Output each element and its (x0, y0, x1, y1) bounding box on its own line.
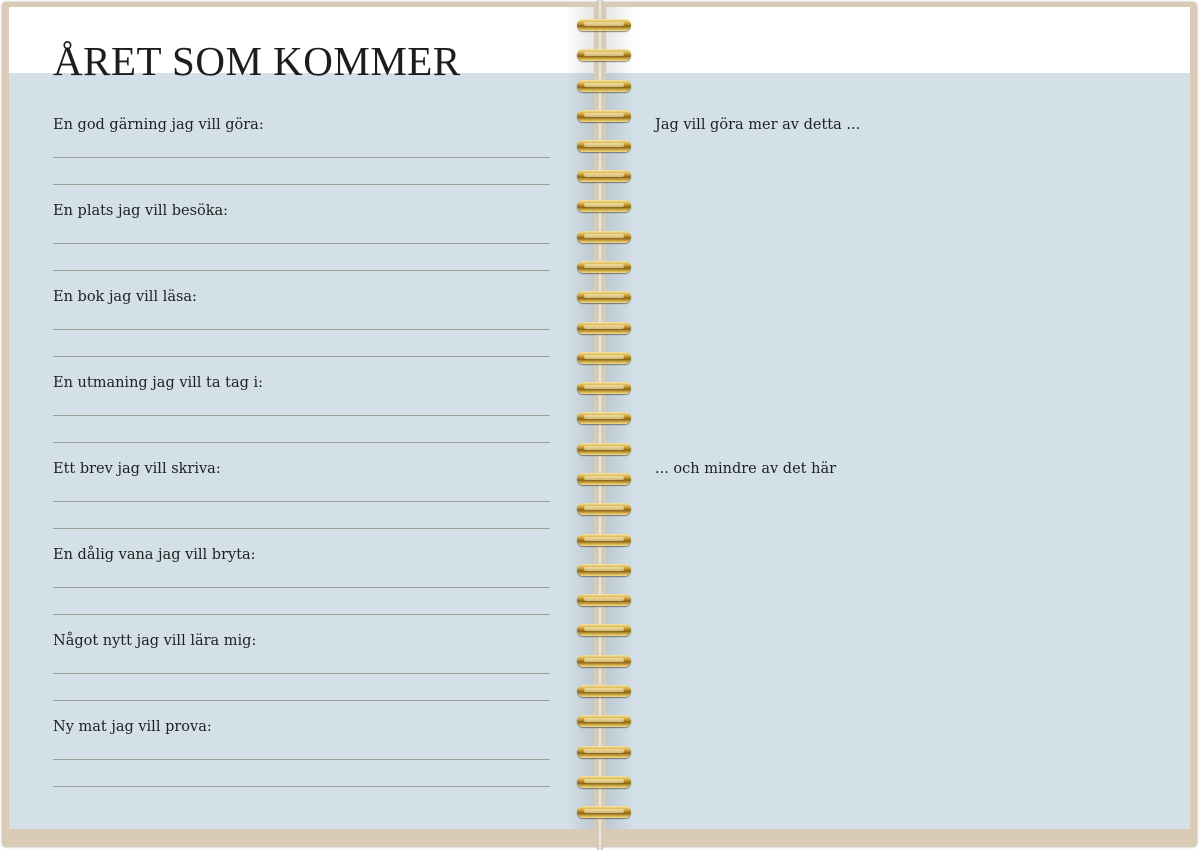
binding-ring (577, 140, 631, 152)
binding-ring (577, 685, 631, 697)
writing-line (53, 759, 550, 760)
binding-ring (577, 412, 631, 424)
prompt-letter-to-write: Ett brev jag vill skriva: (53, 461, 221, 477)
writing-line (53, 501, 550, 502)
binding-ring (577, 715, 631, 727)
binding-ring (577, 49, 631, 61)
binding-ring (577, 19, 631, 31)
prompt-more-of-this: Jag vill göra mer av detta ... (655, 117, 861, 133)
writing-line (53, 329, 550, 330)
writing-line (53, 415, 550, 416)
binding-ring (577, 624, 631, 636)
writing-line (53, 184, 550, 185)
prompt-book-to-read: En bok jag vill läsa: (53, 289, 197, 305)
binding-ring (577, 473, 631, 485)
writing-line (53, 528, 550, 529)
left-page-tint (9, 73, 594, 829)
prompt-bad-habit: En dålig vana jag vill bryta: (53, 547, 256, 563)
writing-line (53, 157, 550, 158)
right-page (606, 7, 1190, 829)
binding-ring (577, 261, 631, 273)
writing-line (53, 243, 550, 244)
writing-line (53, 442, 550, 443)
binding-ring (577, 352, 631, 364)
prompt-learn-something: Något nytt jag vill lära mig: (53, 633, 257, 649)
writing-line (53, 700, 550, 701)
binding-ring (577, 382, 631, 394)
binding-ring (577, 80, 631, 92)
writing-line (53, 614, 550, 615)
right-page-tint (606, 73, 1190, 829)
writing-line (53, 786, 550, 787)
binding-ring (577, 776, 631, 788)
binding-ring (577, 594, 631, 606)
writing-line (53, 270, 550, 271)
binding-ring (577, 503, 631, 515)
binding-ring (577, 291, 631, 303)
binding-ring (577, 806, 631, 818)
prompt-good-deed: En god gärning jag vill göra: (53, 117, 264, 133)
writing-line (53, 356, 550, 357)
prompt-challenge: En utmaning jag vill ta tag i: (53, 375, 264, 391)
page-title: ÅRET SOM KOMMER (53, 38, 461, 84)
binding-ring (577, 564, 631, 576)
prompt-place-to-visit: En plats jag vill besöka: (53, 203, 229, 219)
binding-ring (577, 200, 631, 212)
binding-ring (577, 443, 631, 455)
binding-ring (577, 322, 631, 334)
spiral-binding (572, 0, 636, 850)
binding-ring (577, 231, 631, 243)
prompt-less-of-this: ... och mindre av det här (655, 461, 837, 477)
prompt-new-food: Ny mat jag vill prova: (53, 719, 212, 735)
binding-ring (577, 534, 631, 546)
binding-ring (577, 170, 631, 182)
binding-ring (577, 655, 631, 667)
binding-ring (577, 110, 631, 122)
writing-line (53, 673, 550, 674)
binding-ring (577, 746, 631, 758)
writing-line (53, 587, 550, 588)
left-page (9, 7, 594, 829)
